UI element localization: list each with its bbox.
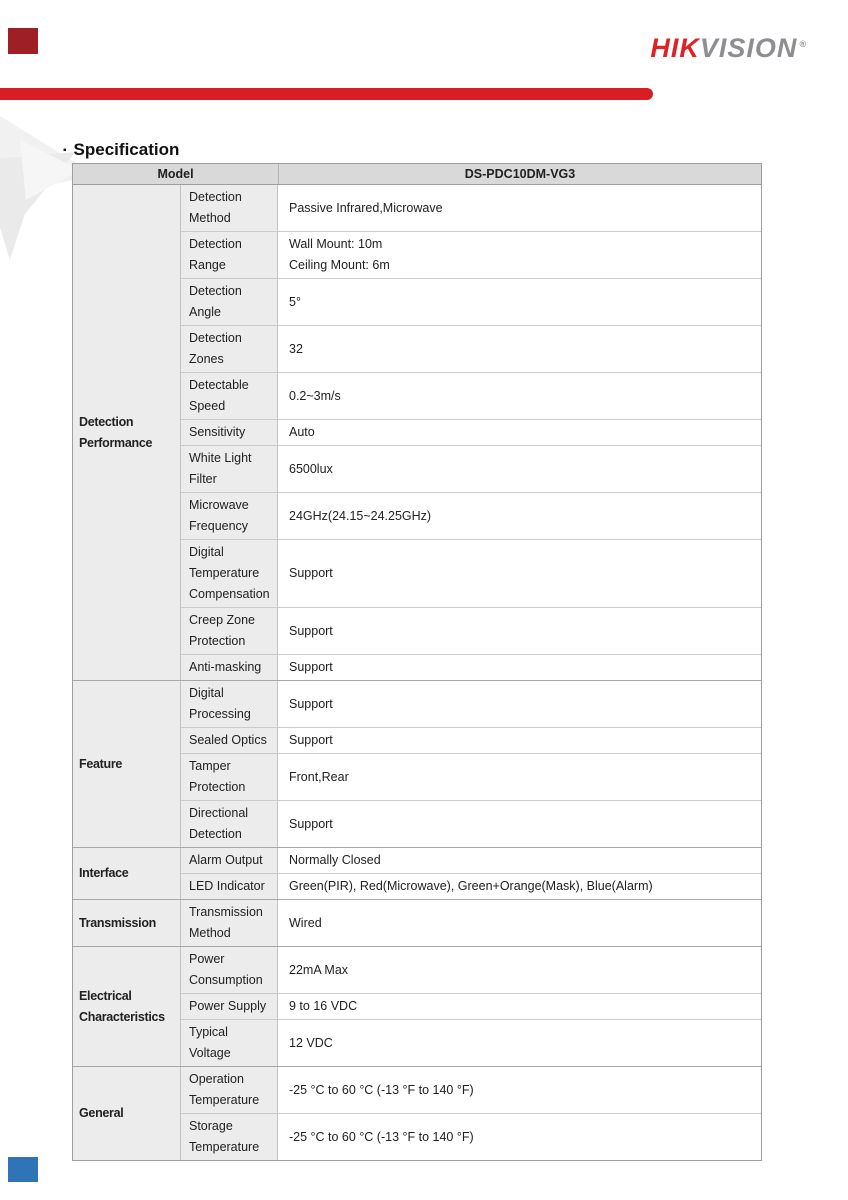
spec-group-rows [181,185,761,680]
spec-value-line: 32 [289,341,303,356]
spec-label-cell: Detection Range [181,232,278,278]
spec-label-cell: Power Consumption [181,947,278,993]
spec-group-name: Transmission [73,900,181,946]
spec-row [181,654,761,680]
spec-group-name: Feature [73,681,181,847]
spec-group-rows [181,681,761,847]
spec-row [181,993,761,1019]
spec-row [181,185,761,231]
spec-value-cell [278,754,761,800]
spec-value-cell [278,446,761,492]
spec-group-name: Interface [73,848,181,899]
spec-row [181,900,761,946]
model-header-cell: Model [73,164,279,184]
spec-value-line: -25 °C to 60 °C (-13 °F to 140 °F) [289,1129,474,1144]
logo-vision-text: VISION [699,33,798,63]
spec-value-line: Wall Mount: 10m [289,237,383,251]
spec-value-cell [278,801,761,847]
spec-row [181,753,761,800]
spec-value-line: Support [289,660,333,674]
spec-row [181,727,761,753]
spec-group-rows [181,848,761,899]
spec-value-line: Passive Infrared,Microwave [289,200,443,215]
spec-label-cell: Digital Processing [181,681,278,727]
spec-group-name: Electrical Characteristics [73,947,181,1066]
spec-label-cell: Microwave Frequency [181,493,278,539]
spec-label-cell: Operation Temperature [181,1067,278,1113]
spec-group [73,847,761,899]
spec-label-cell: Transmission Method [181,900,278,946]
spec-value-line: 5° [289,294,301,309]
spec-label-cell: Alarm Output [181,848,278,873]
spec-label-cell: Directional Detection [181,801,278,847]
spec-label-cell: Typical Voltage [181,1020,278,1066]
spec-row [181,607,761,654]
spec-value-line: Auto [289,425,315,439]
spec-value-cell [278,279,761,325]
spec-value-cell [278,900,761,946]
spec-label-cell: Anti-masking [181,655,278,680]
spec-group-rows [181,900,761,946]
spec-row [181,278,761,325]
spec-value-line: Support [289,566,333,580]
spec-value-cell [278,1020,761,1066]
corner-accent-blue [8,1157,38,1182]
spec-group-name: Detection Performance [73,185,181,680]
model-number-cell: DS-PDC10DM-VG3 [464,166,576,181]
spec-value-cell [278,326,761,372]
spec-value-line: Support [289,696,333,711]
spec-row [181,1019,761,1066]
spec-value-cell [278,1114,761,1160]
spec-value-cell [278,681,761,727]
hikvision-logo [650,33,806,64]
spec-value-line: 22mA Max [289,962,349,977]
spec-value-cell [278,655,761,680]
spec-group [73,680,761,847]
spec-group-rows [181,1067,761,1160]
spec-value-line: 24GHz(24.15~24.25GHz) [289,508,432,523]
bullet-square-icon: ▪ [63,145,67,156]
registered-trademark-icon: ® [799,39,806,49]
spec-table [72,163,762,1161]
brand-red-bar [0,88,653,100]
corner-accent-red [8,28,38,54]
spec-row [181,492,761,539]
spec-value-line: 0.2~3m/s [289,388,341,403]
spec-label-cell: LED Indicator [181,874,278,899]
spec-value-line: 12 VDC [289,1035,333,1050]
spec-value-line: Ceiling Mount: 6m [289,258,390,272]
spec-value-line: Support [289,816,333,831]
spec-label-cell: Storage Temperature [181,1114,278,1160]
spec-row [181,325,761,372]
spec-value-cell [278,232,761,278]
spec-value-cell [278,947,761,993]
spec-value-cell [278,420,761,445]
spec-value-cell [278,994,761,1019]
spec-value-line: 9 to 16 VDC [289,999,358,1013]
spec-value-cell [278,540,761,607]
spec-value-line: Support [289,623,333,638]
spec-table-header-row [73,164,761,185]
spec-value-line: Wired [289,915,322,930]
section-title: Specification [73,140,180,159]
spec-row [181,947,761,993]
spec-label-cell: Tamper Protection [181,754,278,800]
spec-value-cell [278,608,761,654]
spec-group-name: General [73,1067,181,1160]
spec-label-cell: Sealed Optics [181,728,278,753]
spec-row [181,848,761,873]
spec-label-cell: Sensitivity [181,420,278,445]
spec-row [181,231,761,278]
spec-group [73,1066,761,1160]
spec-value-cell [278,874,761,899]
spec-label-cell: Detection Method [181,185,278,231]
spec-row [181,445,761,492]
spec-value-line: Support [289,733,333,747]
section-heading [63,140,179,160]
spec-row [181,372,761,419]
spec-group [73,185,761,680]
spec-row [181,419,761,445]
spec-value-cell [278,848,761,873]
spec-group [73,946,761,1066]
spec-value-line: Front,Rear [289,769,349,784]
spec-value-cell [278,728,761,753]
spec-row [181,681,761,727]
spec-value-cell [278,373,761,419]
spec-row [181,800,761,847]
spec-value-line: Normally Closed [289,853,381,867]
spec-row [181,873,761,899]
spec-row [181,1113,761,1160]
spec-table-groups [73,185,761,1160]
spec-label-cell: White Light Filter [181,446,278,492]
spec-label-cell: Digital Temperature Compensation [181,540,278,607]
spec-row [181,539,761,607]
spec-label-cell: Detectable Speed [181,373,278,419]
spec-value-line: 6500lux [289,461,333,476]
spec-value-line: Green(PIR), Red(Microwave), Green+Orange(Mask), Blue(Alarm) [289,879,653,893]
spec-value-cell [278,493,761,539]
spec-value-line: -25 °C to 60 °C (-13 °F to 140 °F) [289,1082,474,1097]
spec-value-cell [278,185,761,231]
spec-row [181,1067,761,1113]
spec-label-cell: Detection Zones [181,326,278,372]
spec-label-cell: Creep Zone Protection [181,608,278,654]
spec-group-rows [181,947,761,1066]
spec-label-cell: Power Supply [181,994,278,1019]
logo-hik-text: HIK [650,33,700,63]
spec-value-cell [278,1067,761,1113]
spec-group [73,899,761,946]
spec-label-cell: Detection Angle [181,279,278,325]
